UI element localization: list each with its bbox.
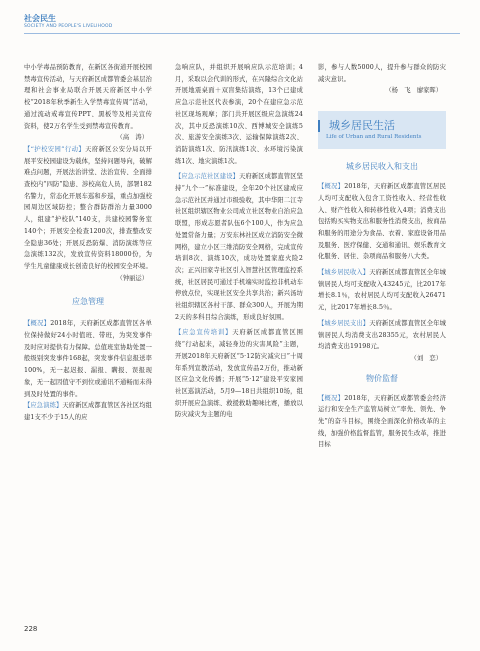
section-tag: 【应急示范社区建设】 xyxy=(175,173,240,181)
chapter-subtitle: Life of Urban and Rural Residents xyxy=(326,134,422,141)
paragraph-body: 2018年，天府新区成都直管区居民人均可支配收入包含工资性收入、经营性收入、财产性收入和转移性收入4项；消费支出包括购买实物支出和服务性消费支出，按商品和服务的用途分为食品、衣着、家庭设备用品及服务、医疗保健、交通和通讯、娱乐教育文化服务、居住、杂项商品和服务八大类。 xyxy=(318,183,446,261)
section-heading: 应急管理 xyxy=(72,297,104,307)
paragraph xyxy=(24,318,152,400)
chapter-banner xyxy=(318,111,446,149)
header-title: 社会民生 xyxy=(24,14,56,23)
paragraph: 中小学毒品预防教育，在新区各街道开展校园禁毒宣传活动，与天府新区成都管委会基层治理和社会事业局联合开展天府新区中小学校“2018年秋季新生入学禁毒宣传周”活动，通过流动戒毒宣传PPT、黑板等及相关宣传资料，使2万名学生受到禁毒宣传教育。 xyxy=(24,64,152,130)
section-tag: 【城乡居民收入】 xyxy=(318,269,370,277)
paragraph xyxy=(175,327,303,421)
paragraph-body: 天府新区成都直管区围绕“行动起来，减轻身边的灾害风险”主题，开展2018年天府新区“5·12防灾减灾日”十周年系列宣教活动，发放宣传品2万份，推动新区应急文化传播；开展“5·12”建设平安家园社区巡演活动，5月9—18日共组织10场，组织开展应急演练、救援救助趣味比赛，播放以防灾减灾为主题的电 xyxy=(175,329,304,419)
author-signature: （钟丽运） xyxy=(116,274,148,282)
paragraph-body: 天府新区成都直管区全年城镇居民人均可支配收入43245元，比2017年增长8.1％，农村居民人均可支配收入26471元，比2017年增长8.5％。 xyxy=(318,269,446,312)
chapter-title: 城乡居民生活 xyxy=(329,119,395,133)
banner-accent-bar xyxy=(318,120,320,132)
author-signature: （刘 恋） xyxy=(410,354,442,362)
paragraph xyxy=(318,318,446,353)
paragraph xyxy=(318,181,446,263)
paragraph-body: 2018年，天府新区成都直管区各单位保持做好24小时值班、带班，为突发事件及时应对提供有力保障。总值班室协助处置一般级别突发事件168起，突发事件信息报送率100%，无一起迟报、漏报、瞒报、误报现象，无一起因值守不到位或通讯不通畅而未得到及时处置的事件。 xyxy=(24,320,152,398)
column-right xyxy=(318,62,446,451)
section-heading: 城乡居民收入和支出 xyxy=(346,162,418,172)
paragraph xyxy=(175,171,303,323)
header-rule xyxy=(24,33,460,34)
section-tag: 【城乡居民支出】 xyxy=(318,319,370,327)
page-header xyxy=(24,14,460,30)
section-tag: 【应急演练】 xyxy=(24,402,63,410)
paragraph-body: 天府新区成都直管区全年城镇居民人均消费支出28355元，农村居民人均消费支出19198元。 xyxy=(318,319,446,351)
column-left xyxy=(24,62,152,424)
author-signature: （高 涛） xyxy=(116,134,148,142)
header-subtitle: SOCIETY AND PEOPLE'S LIVELIHOOD xyxy=(24,24,113,29)
paragraph-body: 天府新区成都直管区坚持“九个一”标准建设，全年20个社区建成应急示范社区并通过市级验收，其中华阳二江寺社区组织辖区物业公司成立社区物业自治应急联盟，形成志愿者队伍6个100人，作为应急处置常备力量；万安东林社区成立消防安全微网格，建立小区三维消防安全网格，完成宣传培训8次、演练10次，成功处置家庭火险2次；正兴旧家寺社区引入智慧社区管理监控系统，社区居民可通过手机端实时监控非机动车停放点位，实现社区安全共享共治；新兴汤坊社组织辖区各村干部、群众300人，开展为期2天的多科目综合演练，形成良好氛围。 xyxy=(175,173,304,321)
paragraph: 影，参与人数5000人，提升参与群众的防灾减灾意识。 xyxy=(318,64,446,83)
section-tag: 【应急宣传培训】 xyxy=(175,329,233,337)
paragraph-body: 天府新区成都直管区各社区均组建1支不少于15人的应 xyxy=(24,402,152,421)
paragraph xyxy=(24,400,152,423)
paragraph xyxy=(318,267,446,314)
column-middle xyxy=(175,62,303,421)
paragraph: 急响应队，并组织开展响应队示范培训；4月，采取以会代训的形式，在兴隆综合文化站开展地震桌面＋双盲集结演练，13个已建成应急示范社区代表参演，20个在建应急示范社区现场观摩；部门共开展区级应急演练24次，其中反恐演练10次、西博城安全演练5次、旅游安全演练3次、运输保障演练2次、消防演练1次、防汛演练1次、水环境污染演练1次、地灾演练1次。 xyxy=(175,64,303,165)
section-tag: 【概况】 xyxy=(24,320,51,328)
paragraph-body: 天府新区公安分局以开展平安校园建设为载体，坚持问题导向，破解难点问题，开展法治讲堂、法治宣传、全面排查校内“四防”隐患、涉校高危人员，部署182名警力，常态化开展车巡和步巡，重点加强校园周边区域防控；整合群防群治力量3000人，组建“护校队”140支，共建校园警务室140个；开展安全检查1200次，排查整改安全隐患36处；开展反恐防爆、消防演练等应急演练132次，发放宣传资料18000份，为学生凡童健康成长创造良好的校园安全环境。 xyxy=(24,145,152,270)
paragraph xyxy=(24,144,152,273)
section-heading: 物价监督 xyxy=(366,373,398,383)
section-tag: 【“护校安园”行动】 xyxy=(24,145,86,153)
page-number: 228 xyxy=(24,625,38,633)
paragraph xyxy=(318,393,446,452)
section-tag: 【概况】 xyxy=(318,394,345,402)
paragraph-body: 2018年，天府新区成都管委会经济运行和安全生产监管局树立“率先、领先、争先”的奋斗目标，围绕全面深化价格改革的主线，加强价格监督监管，服务民生改革，推进目标 xyxy=(318,394,446,449)
author-signature: （杨 飞 廖家晖） xyxy=(385,87,442,95)
section-tag: 【概况】 xyxy=(318,183,345,191)
